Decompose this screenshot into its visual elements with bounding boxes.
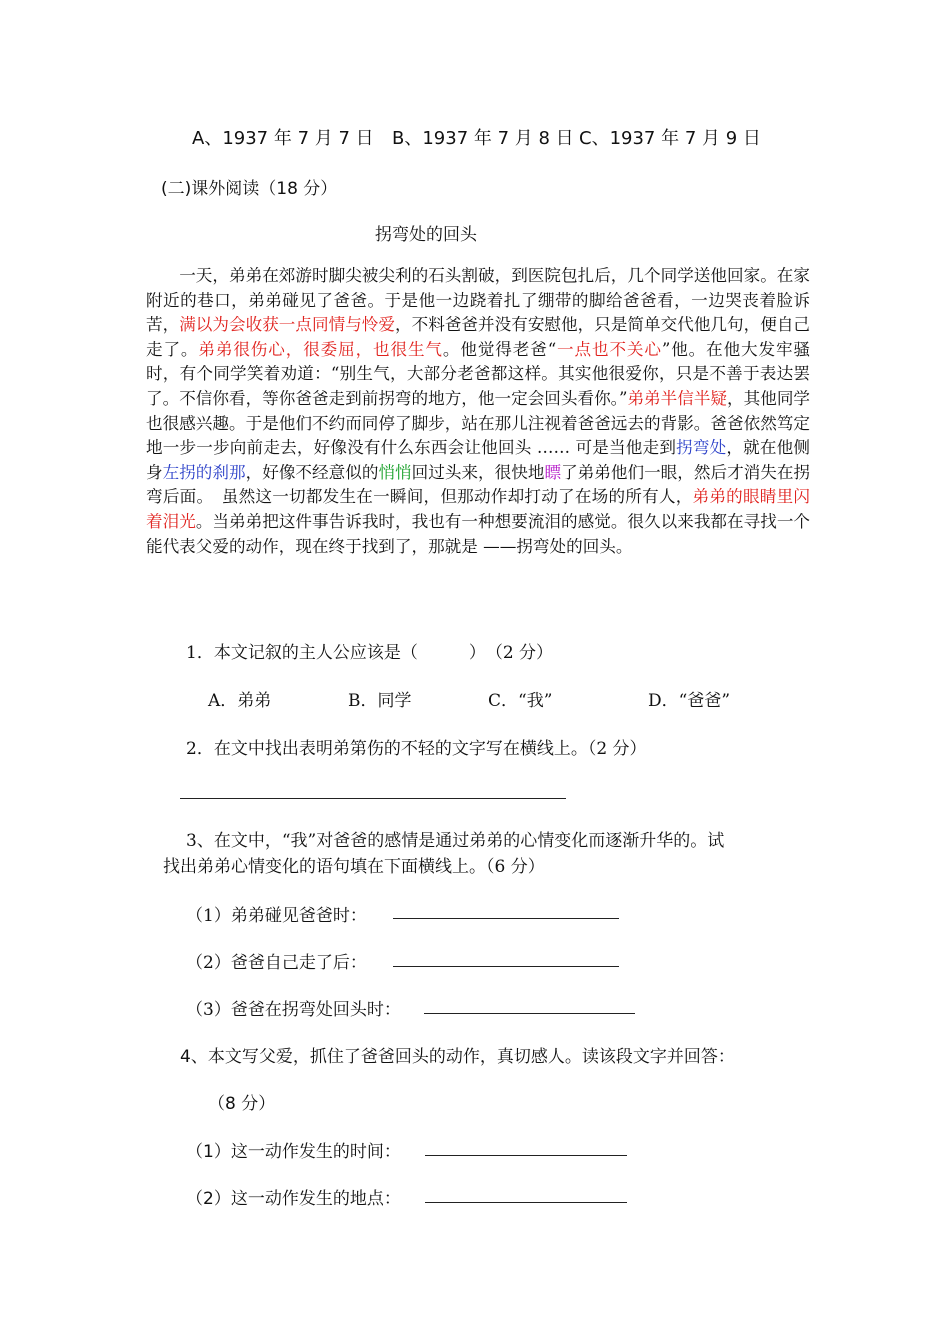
question-3-item-1-answer-line[interactable] <box>393 918 619 919</box>
passage-text-segment: ，不料爸爸并没有安慰他，只是简单交代他几句，便自己走了。 <box>146 315 811 359</box>
highlighted-phrase-red: 满以为会收获一点同情与怜爱 <box>179 315 396 335</box>
passage-text-segment: 回过头来，很快地 <box>411 462 545 482</box>
reading-passage <box>146 264 810 559</box>
option-c-1937-7-9: C、1937 年 7 月 9 日 <box>579 128 761 149</box>
highlighted-phrase-red: 弟弟很伤心，很委屈，也很生气 <box>198 339 443 359</box>
passage-text-segment: 一天，弟弟在郊游时脚尖被尖利的石头割破，到医院包扎后，几个同学送他回家。在家附近的巷口，弟弟碰见了爸爸。于是他一边跷着扎了绷带的脚给爸爸看，一边哭丧着脸诉苦， <box>146 266 810 335</box>
highlighted-phrase-blue: 左拐的刹那 <box>162 462 246 482</box>
question-4-item-2-label: （2）这一动作发生的地点： <box>186 1189 401 1209</box>
question-3-item-1-label: （1）弟弟碰见爸爸时： <box>186 906 367 926</box>
passage-text-segment: 。当弟弟把这件事告诉我时，我也有一种想要流泪的感觉。很久以来我都在寻找一个能代表父爱的动作，现在终于找到了，那就是 ——拐弯处的回头。 <box>146 511 811 556</box>
question-1-option-a: A．弟弟 <box>208 691 272 711</box>
section-header: (二)课外阅读（18 分） <box>161 179 338 199</box>
highlighted-phrase-red: 一点也不关心 <box>556 339 662 359</box>
question-3-item-2-label: （2）爸爸自己走了后： <box>186 953 367 973</box>
question-4-item-1-answer-line[interactable] <box>425 1155 627 1156</box>
question-4-stem: 4、本文写父爱，抓住了爸爸回头的动作，真切感人。读该段文字并回答： <box>180 1047 735 1067</box>
option-a-1937-7-7: A、1937 年 7 月 7 日 <box>192 128 374 149</box>
question-3-item-3-answer-line[interactable] <box>424 1013 635 1014</box>
highlighted-phrase-purple: 瞟 <box>544 462 562 482</box>
question-1-option-b: B．同学 <box>348 691 412 711</box>
question-4-score: （8 分） <box>208 1094 276 1114</box>
article-title: 拐弯处的回头 <box>375 225 477 245</box>
option-b-1937-7-8: B、1937 年 7 月 8 日 <box>392 128 574 149</box>
passage-text-segment: ”他。在他大发牢骚时，有个同学笑着劝道：“别生气，大部分老爸都这样。其实他很爱你，只是不善于表达罢了。不信你看，等你爸爸走到前拐弯的地方，他一定会回头看你。” <box>146 339 811 408</box>
passage-text-segment: ，好像不经意似的 <box>245 462 379 482</box>
question-4-item-2-answer-line[interactable] <box>425 1202 627 1203</box>
question-4-item-1-label: （1）这一动作发生的时间： <box>186 1142 401 1162</box>
passage-text-segment: 。他觉得老爸“ <box>442 339 557 359</box>
highlighted-phrase-green: 悄悄 <box>378 462 412 482</box>
question-1-option-d: D．“爸爸” <box>648 691 731 711</box>
question-3-item-3-label: （3）爸爸在拐弯处回头时： <box>186 1000 401 1020</box>
passage-text-segment: ，就在他侧身 <box>146 438 810 482</box>
question-3-stem-line-2: 找出弟弟心情变化的语句填在下面横线上。（6 分） <box>163 857 545 877</box>
highlighted-phrase-red: 弟弟半信半疑 <box>627 388 728 408</box>
question-1-stem: 1．本文记叙的主人公应该是（ ） （2 分） <box>186 643 554 663</box>
passage-text-segment: ，其他同学也很感兴趣。于是他们不约而同停了脚步，站在那儿注视着爸爸远去的背影。爸爸依然笃定地一步一步向前走去，好像没有什么东西会让他回头 …… 可是当他走到 <box>146 388 811 458</box>
passage-text-segment: 了弟弟他们一眼，然后才消失在拐弯后面。 虽然这一切都发生在一瞬间，但那动作却打动了在场的所有人， <box>146 462 811 507</box>
question-2-stem: 2．在文中找出表明弟第伤的不轻的文字写在横线上。（2 分） <box>186 739 647 759</box>
question-1-option-c: C．“我” <box>488 691 553 711</box>
question-3-item-2-answer-line[interactable] <box>393 966 619 967</box>
question-2-answer-line[interactable] <box>180 798 566 799</box>
highlighted-phrase-blue: 拐弯处 <box>676 438 727 458</box>
question-3-stem-line-1: 3、在文中，“我”对爸爸的感情是通过弟弟的心情变化而逐渐升华的。试 <box>186 831 725 851</box>
highlighted-phrase-red: 弟弟的眼睛里闪着泪光 <box>146 487 811 531</box>
